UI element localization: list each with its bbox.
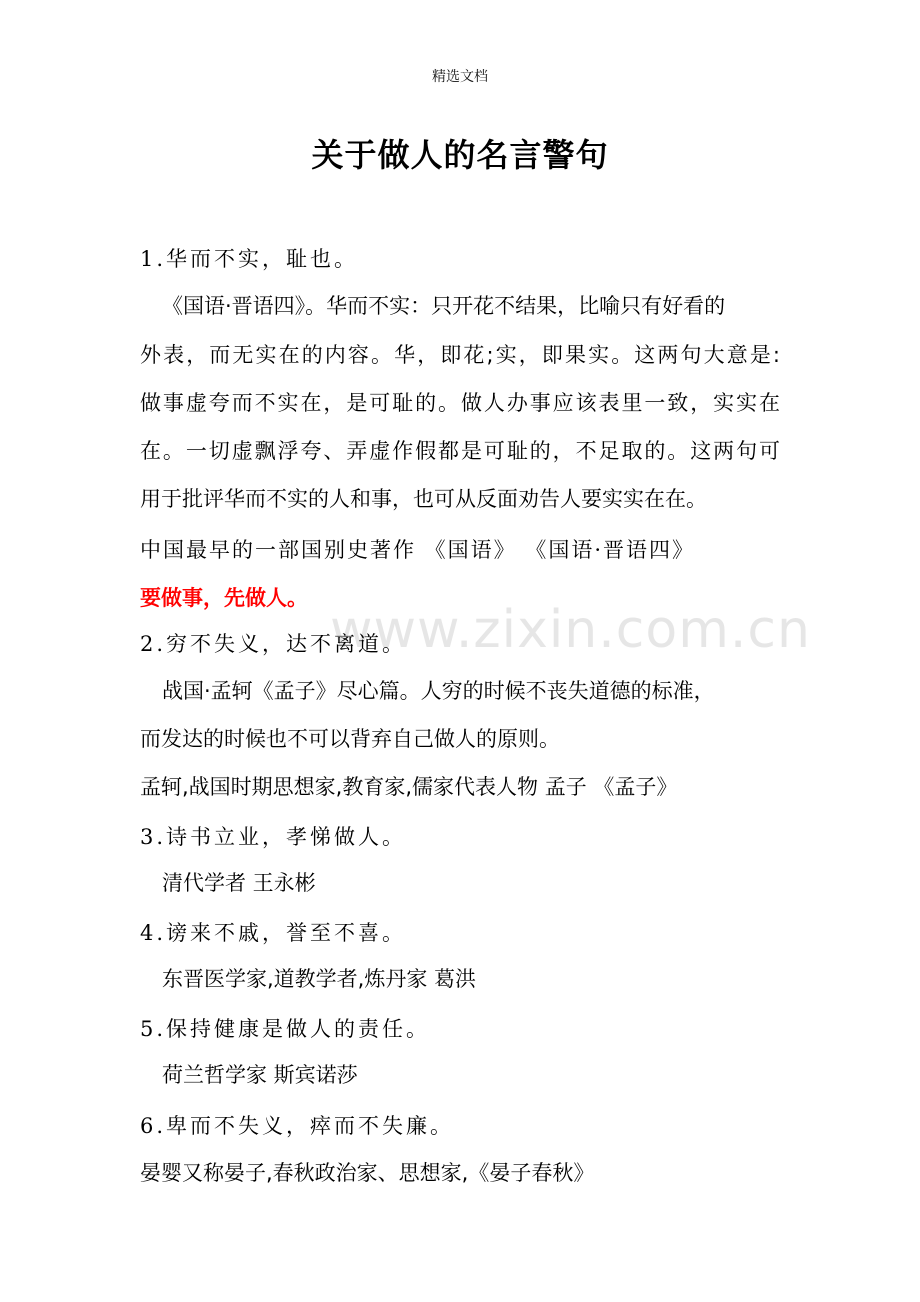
quote-1-explanation-line-3: 做事虚夸而不实在，是可耻的。做人办事应该表里一致，实实在 [140, 391, 780, 415]
quote-1-source: 中国最早的一部国别史著作 《国语》 《国语·晋语四》 [140, 538, 696, 562]
quote-1-explanation-line-1: 《国语·晋语四》。华而不实：只开花不结果，比喻只有好看的 [162, 294, 726, 318]
quote-5: 5.保持健康是做人的责任。 [140, 1017, 431, 1041]
quote-2-source: 孟轲,战国时期思想家,教育家,儒家代表人物 孟子 《孟子》 [140, 775, 678, 799]
quote-1-explanation-line-4: 在。一切虚飘浮夸、弄虚作假都是可耻的，不足取的。这两句可 [140, 439, 780, 463]
watermark: www.zixin.com.cn [330, 600, 811, 660]
quote-4-source: 东晋医学家,道教学者,炼丹家 葛洪 [162, 967, 477, 991]
quote-3-source: 清代学者 王永彬 [162, 871, 316, 895]
quote-3: 3.诗书立业，孝悌做人。 [140, 825, 407, 849]
page-header: 精选文档 [432, 69, 488, 85]
quote-6-source: 晏婴又称晏子,春秋政治家、思想家,《晏子春秋》 [140, 1161, 595, 1185]
quote-1-explanation-line-5: 用于批评华而不实的人和事，也可从反面劝告人要实实在在。 [140, 487, 707, 511]
quote-5-source: 荷兰哲学家 斯宾诺莎 [162, 1063, 358, 1087]
quote-2-explanation-line-2: 而发达的时候也不可以背弃自己做人的原则。 [140, 727, 560, 751]
quote-6: 6.卑而不失义，瘁而不失廉。 [140, 1114, 455, 1138]
quote-1-explanation-line-2: 外表，而无实在的内容。华，即花;实，即果实。这两句大意是: [140, 343, 780, 367]
quote-4: 4.谤来不戚，誉至不喜。 [140, 921, 407, 945]
quote-2: 2.穷不失义，达不离道。 [140, 632, 407, 656]
quote-2-explanation-line-1: 战国·孟轲《孟子》尽心篇。人穷的时候不丧失道德的标准， [162, 679, 715, 703]
document-title: 关于做人的名言警句 [311, 136, 609, 174]
highlight-quote: 要做事，先做人。 [140, 586, 308, 610]
quote-1: 1.华而不实，耻也。 [140, 247, 359, 271]
